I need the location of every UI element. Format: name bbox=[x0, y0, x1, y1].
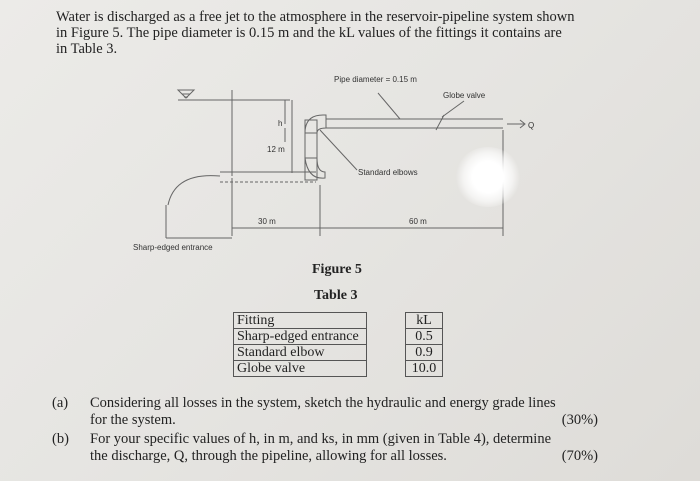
discharge-label: Q bbox=[528, 121, 535, 130]
question-b-line-2: the discharge, Q, through the pipeline, allowing for all losses. bbox=[90, 448, 447, 464]
question-b-marks: (70%) bbox=[561, 448, 598, 464]
fittings-table bbox=[233, 312, 443, 377]
question-a-marks: (30%) bbox=[561, 412, 598, 428]
fitting-name: Standard elbow bbox=[234, 345, 367, 361]
fitting-k: 10.0 bbox=[406, 361, 443, 377]
figure-caption: Figure 5 bbox=[312, 262, 362, 277]
pipe-diameter-label: Pipe diameter = 0.15 m bbox=[334, 75, 417, 84]
table-row bbox=[234, 345, 443, 361]
elevation-label: 12 m bbox=[267, 145, 285, 154]
fitting-name: Globe valve bbox=[234, 361, 367, 377]
fitting-k: 0.5 bbox=[406, 329, 443, 345]
h-label: h bbox=[278, 119, 283, 128]
problem-line-1: Water is discharged as a free jet to the atmosphere in the reservoir-pipeline system shown bbox=[56, 9, 575, 25]
table-row bbox=[234, 329, 443, 345]
table-row bbox=[234, 361, 443, 377]
sharp-edged-entrance-label: Sharp-edged entrance bbox=[133, 243, 213, 252]
standard-elbows-label: Standard elbows bbox=[358, 168, 418, 177]
header-fitting: Fitting bbox=[234, 313, 367, 329]
globe-valve-label: Globe valve bbox=[443, 91, 486, 100]
question-a-tag: (a) bbox=[52, 395, 69, 411]
question-b bbox=[52, 431, 612, 465]
upper-elbow bbox=[305, 115, 326, 133]
question-a bbox=[52, 395, 612, 429]
question-a-line-2: for the system. bbox=[90, 412, 176, 428]
table-caption: Table 3 bbox=[314, 288, 358, 303]
problem-line-2: in Figure 5. The pipe diameter is 0.15 m and the kL values of the fittings it contains are bbox=[56, 25, 562, 41]
entrance-curve bbox=[168, 176, 220, 205]
standard-elbows-leader bbox=[320, 130, 357, 170]
vertical-riser bbox=[305, 120, 317, 180]
question-b-line-1: For your specific values of h, in m, and ks, in mm (given in Table 4), determine bbox=[90, 431, 552, 447]
lower-elbow bbox=[305, 158, 325, 178]
pipe-diameter-leader bbox=[378, 93, 400, 119]
photo-glare bbox=[455, 147, 521, 207]
problem-line-3: in Table 3. bbox=[56, 41, 118, 57]
globe-valve-leader bbox=[442, 101, 464, 117]
fitting-k: 0.9 bbox=[406, 345, 443, 361]
question-a-line-1: Considering all losses in the system, sketch the hydraulic and energy grade lines bbox=[90, 395, 556, 411]
length-60m-label: 60 m bbox=[409, 217, 427, 226]
fitting-name: Sharp-edged entrance bbox=[234, 329, 367, 345]
table-header-row bbox=[234, 313, 443, 329]
question-b-tag: (b) bbox=[52, 431, 69, 447]
header-kl: kL bbox=[406, 313, 443, 329]
length-30m-label: 30 m bbox=[258, 217, 276, 226]
